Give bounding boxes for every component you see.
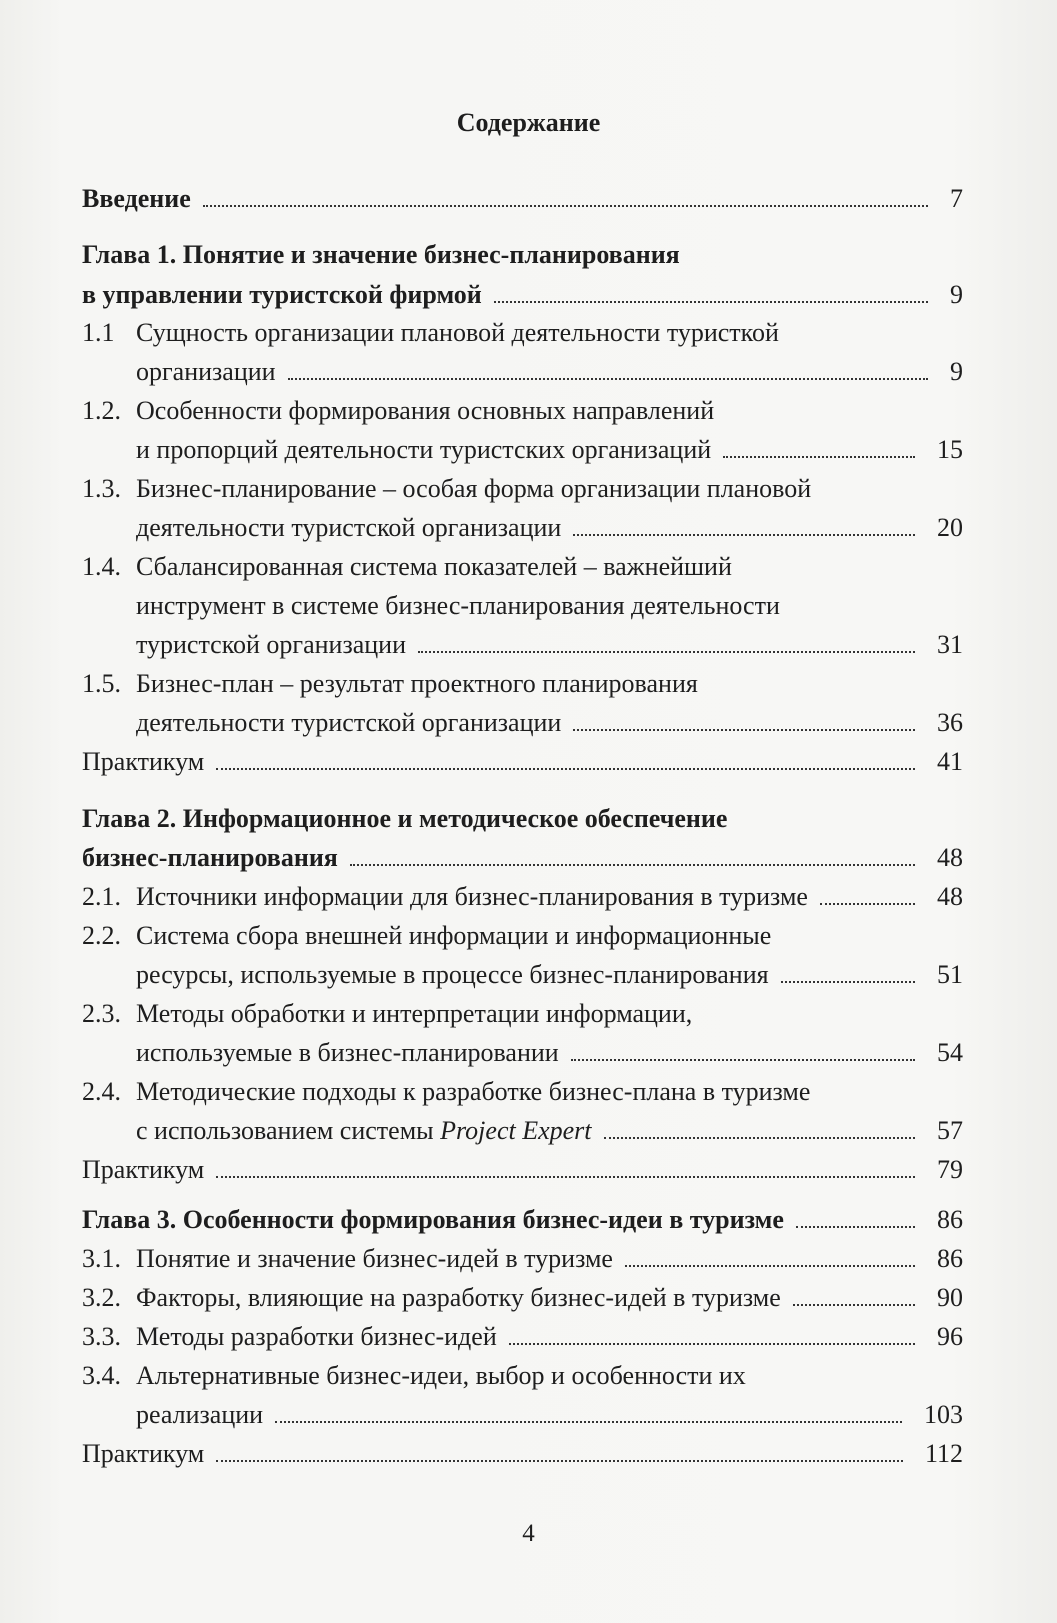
toc-entry-page: 90	[937, 1283, 963, 1312]
toc-entry	[0, 1398, 1057, 1432]
toc-entry-title: Факторы, влияющие на разработку бизнес-идей в туризме	[136, 1283, 781, 1312]
toc-leader-dots	[216, 1153, 915, 1187]
toc-entry-page: 20	[937, 513, 963, 542]
toc-entry-title: Методические подходы к разработке бизнес-плана в туризме	[136, 1077, 811, 1106]
toc-entry-title: туристской организации	[136, 630, 407, 659]
page-title: Содержание	[456, 108, 601, 137]
toc-entry-page: 112	[924, 1439, 963, 1468]
toc-entry	[0, 394, 1057, 428]
toc-leader-dots	[216, 1437, 903, 1471]
toc-entry-title: деятельности туристской организации	[136, 513, 562, 542]
toc-leader-dots	[494, 278, 928, 312]
toc-entry	[0, 841, 1057, 875]
toc-leader-dots	[350, 841, 915, 875]
toc-entry-number: 1.1	[82, 318, 115, 347]
toc-entry-title: Сущность организации плановой деятельности туристкой	[136, 318, 779, 347]
toc-entry-title: Практикум	[82, 1155, 205, 1184]
toc-entry-page: 54	[937, 1038, 963, 1067]
toc-entry-page: 103	[924, 1400, 963, 1429]
toc-entry-page: 9	[950, 280, 963, 309]
toc-entry-title: ресурсы, используемые в процессе бизнес-планирования	[136, 960, 769, 989]
toc-leader-dots	[723, 433, 915, 467]
toc-entry	[0, 355, 1057, 389]
toc-entry	[0, 433, 1057, 467]
toc-leader-dots	[573, 511, 915, 545]
toc-entry	[0, 1153, 1057, 1187]
toc-entry	[0, 1437, 1057, 1471]
toc-entry-number: 1.3.	[82, 474, 121, 503]
toc-leader-dots	[796, 1203, 915, 1237]
toc-entry	[0, 472, 1057, 506]
toc-entry	[0, 278, 1057, 312]
toc-entry-page: 31	[937, 630, 963, 659]
toc-entry-number: 2.2.	[82, 921, 121, 950]
toc-entry	[0, 589, 1057, 623]
toc-entry-title: Глава 1. Понятие и значение бизнес-планирования	[82, 240, 680, 269]
toc-entry-page: 36	[937, 708, 963, 737]
toc-entry-title: в управлении туристской фирмой	[82, 280, 482, 309]
toc-entry	[0, 802, 1057, 836]
toc-leader-dots	[288, 355, 928, 389]
toc-entry	[0, 238, 1057, 272]
toc-entry	[0, 1114, 1057, 1148]
toc-entry-number: 3.1.	[82, 1244, 121, 1273]
toc-entry-title: реализации	[136, 1400, 264, 1429]
toc-entry-title: Глава 2. Информационное и методическое обеспечение	[82, 804, 728, 833]
toc-entry-title: и пропорций деятельности туристских организаций	[136, 435, 712, 464]
toc-entry-title: используемые в бизнес-планировании	[136, 1038, 559, 1067]
toc-leader-dots	[418, 628, 915, 662]
toc-leader-dots	[203, 182, 928, 216]
toc-entry-page: 86	[937, 1205, 963, 1234]
toc-entry-number: 2.1.	[82, 882, 121, 911]
toc-entry-number: 3.2.	[82, 1283, 121, 1312]
toc-entry-title-italic: Project Expert	[440, 1116, 592, 1145]
toc-leader-dots	[625, 1242, 915, 1276]
toc-entry-page: 48	[937, 843, 963, 872]
toc-entry	[0, 550, 1057, 584]
toc-entry-number: 2.4.	[82, 1077, 121, 1106]
toc-entry	[0, 511, 1057, 545]
toc-entry-number: 2.3.	[82, 999, 121, 1028]
toc-leader-dots	[216, 745, 915, 779]
toc-entry-page: 51	[937, 960, 963, 989]
toc-entry	[0, 1075, 1057, 1109]
toc-entry-title: Бизнес-планирование – особая форма организации плановой	[136, 474, 812, 503]
toc-leader-dots	[793, 1281, 915, 1315]
toc-entry-title: деятельности туристской организации	[136, 708, 562, 737]
toc-entry-title: Источники информации для бизнес-планирования в туризме	[136, 882, 808, 911]
toc-entry-title: Сбалансированная система показателей – важнейший	[136, 552, 732, 581]
toc-entry-page: 41	[937, 747, 963, 776]
toc-entry	[0, 997, 1057, 1031]
toc-entry	[0, 1036, 1057, 1070]
toc-entry-title: инструмент в системе бизнес-планирования деятельности	[136, 591, 780, 620]
toc-entry-number: 1.4.	[82, 552, 121, 581]
toc-entry-title: с использованием системы Project Expert	[136, 1116, 592, 1145]
toc-entry-page: 9	[950, 357, 963, 386]
toc-entry-title: Особенности формирования основных направлений	[136, 396, 715, 425]
toc-entry-title: Альтернативные бизнес-идеи, выбор и особенности их	[136, 1361, 746, 1390]
toc-entry	[0, 1359, 1057, 1393]
toc-entry	[0, 1203, 1057, 1237]
toc-entry	[0, 1320, 1057, 1354]
toc-entry	[0, 919, 1057, 953]
page-number-footer: 4	[522, 1520, 535, 1547]
toc-entry	[0, 1242, 1057, 1276]
toc-entry	[0, 1281, 1057, 1315]
toc-entry	[0, 745, 1057, 779]
toc-entry-page: 7	[950, 184, 963, 213]
toc-entry-title: Система сбора внешней информации и информационные	[136, 921, 772, 950]
toc-entry	[0, 316, 1057, 350]
toc-leader-dots	[275, 1398, 902, 1432]
toc-entry-title: Глава 3. Особенности формирования бизнес-идеи в туризме	[82, 1205, 784, 1234]
toc-entry-number: 1.5.	[82, 669, 121, 698]
toc-entry	[0, 628, 1057, 662]
toc-entry	[0, 880, 1057, 914]
toc-entry-page: 96	[937, 1322, 963, 1351]
toc-entry	[0, 958, 1057, 992]
toc-leader-dots	[573, 706, 915, 740]
toc-leader-dots	[781, 958, 915, 992]
toc-entry-page: 57	[937, 1116, 963, 1145]
toc-entry-title: Практикум	[82, 1439, 205, 1468]
toc-entry-page: 79	[937, 1155, 963, 1184]
toc-entry-number: 3.3.	[82, 1322, 121, 1351]
toc-entry-title: Понятие и значение бизнес-идей в туризме	[136, 1244, 613, 1273]
toc-entry-title: организации	[136, 357, 276, 386]
toc-entry-title: Методы обработки и интерпретации информации,	[136, 999, 693, 1028]
toc-entry-title: Введение	[82, 184, 191, 213]
toc-entry-page: 48	[937, 882, 963, 911]
toc-entry-title: Бизнес-план – результат проектного планирования	[136, 669, 698, 698]
toc-entry-number: 3.4.	[82, 1361, 121, 1390]
toc-entry	[0, 182, 1057, 216]
toc-leader-dots	[604, 1114, 915, 1148]
toc-leader-dots	[571, 1036, 915, 1070]
toc-entry	[0, 706, 1057, 740]
toc-entry-title: Методы разработки бизнес-идей	[136, 1322, 497, 1351]
toc-leader-dots	[509, 1320, 915, 1354]
toc-entry-number: 1.2.	[82, 396, 121, 425]
toc-entry-page: 15	[937, 435, 963, 464]
toc-leader-dots	[820, 880, 915, 914]
toc-entry-title: бизнес-планирования	[82, 843, 338, 872]
toc-entry-page: 86	[937, 1244, 963, 1273]
toc-entry-title: Практикум	[82, 747, 205, 776]
toc-entry	[0, 667, 1057, 701]
